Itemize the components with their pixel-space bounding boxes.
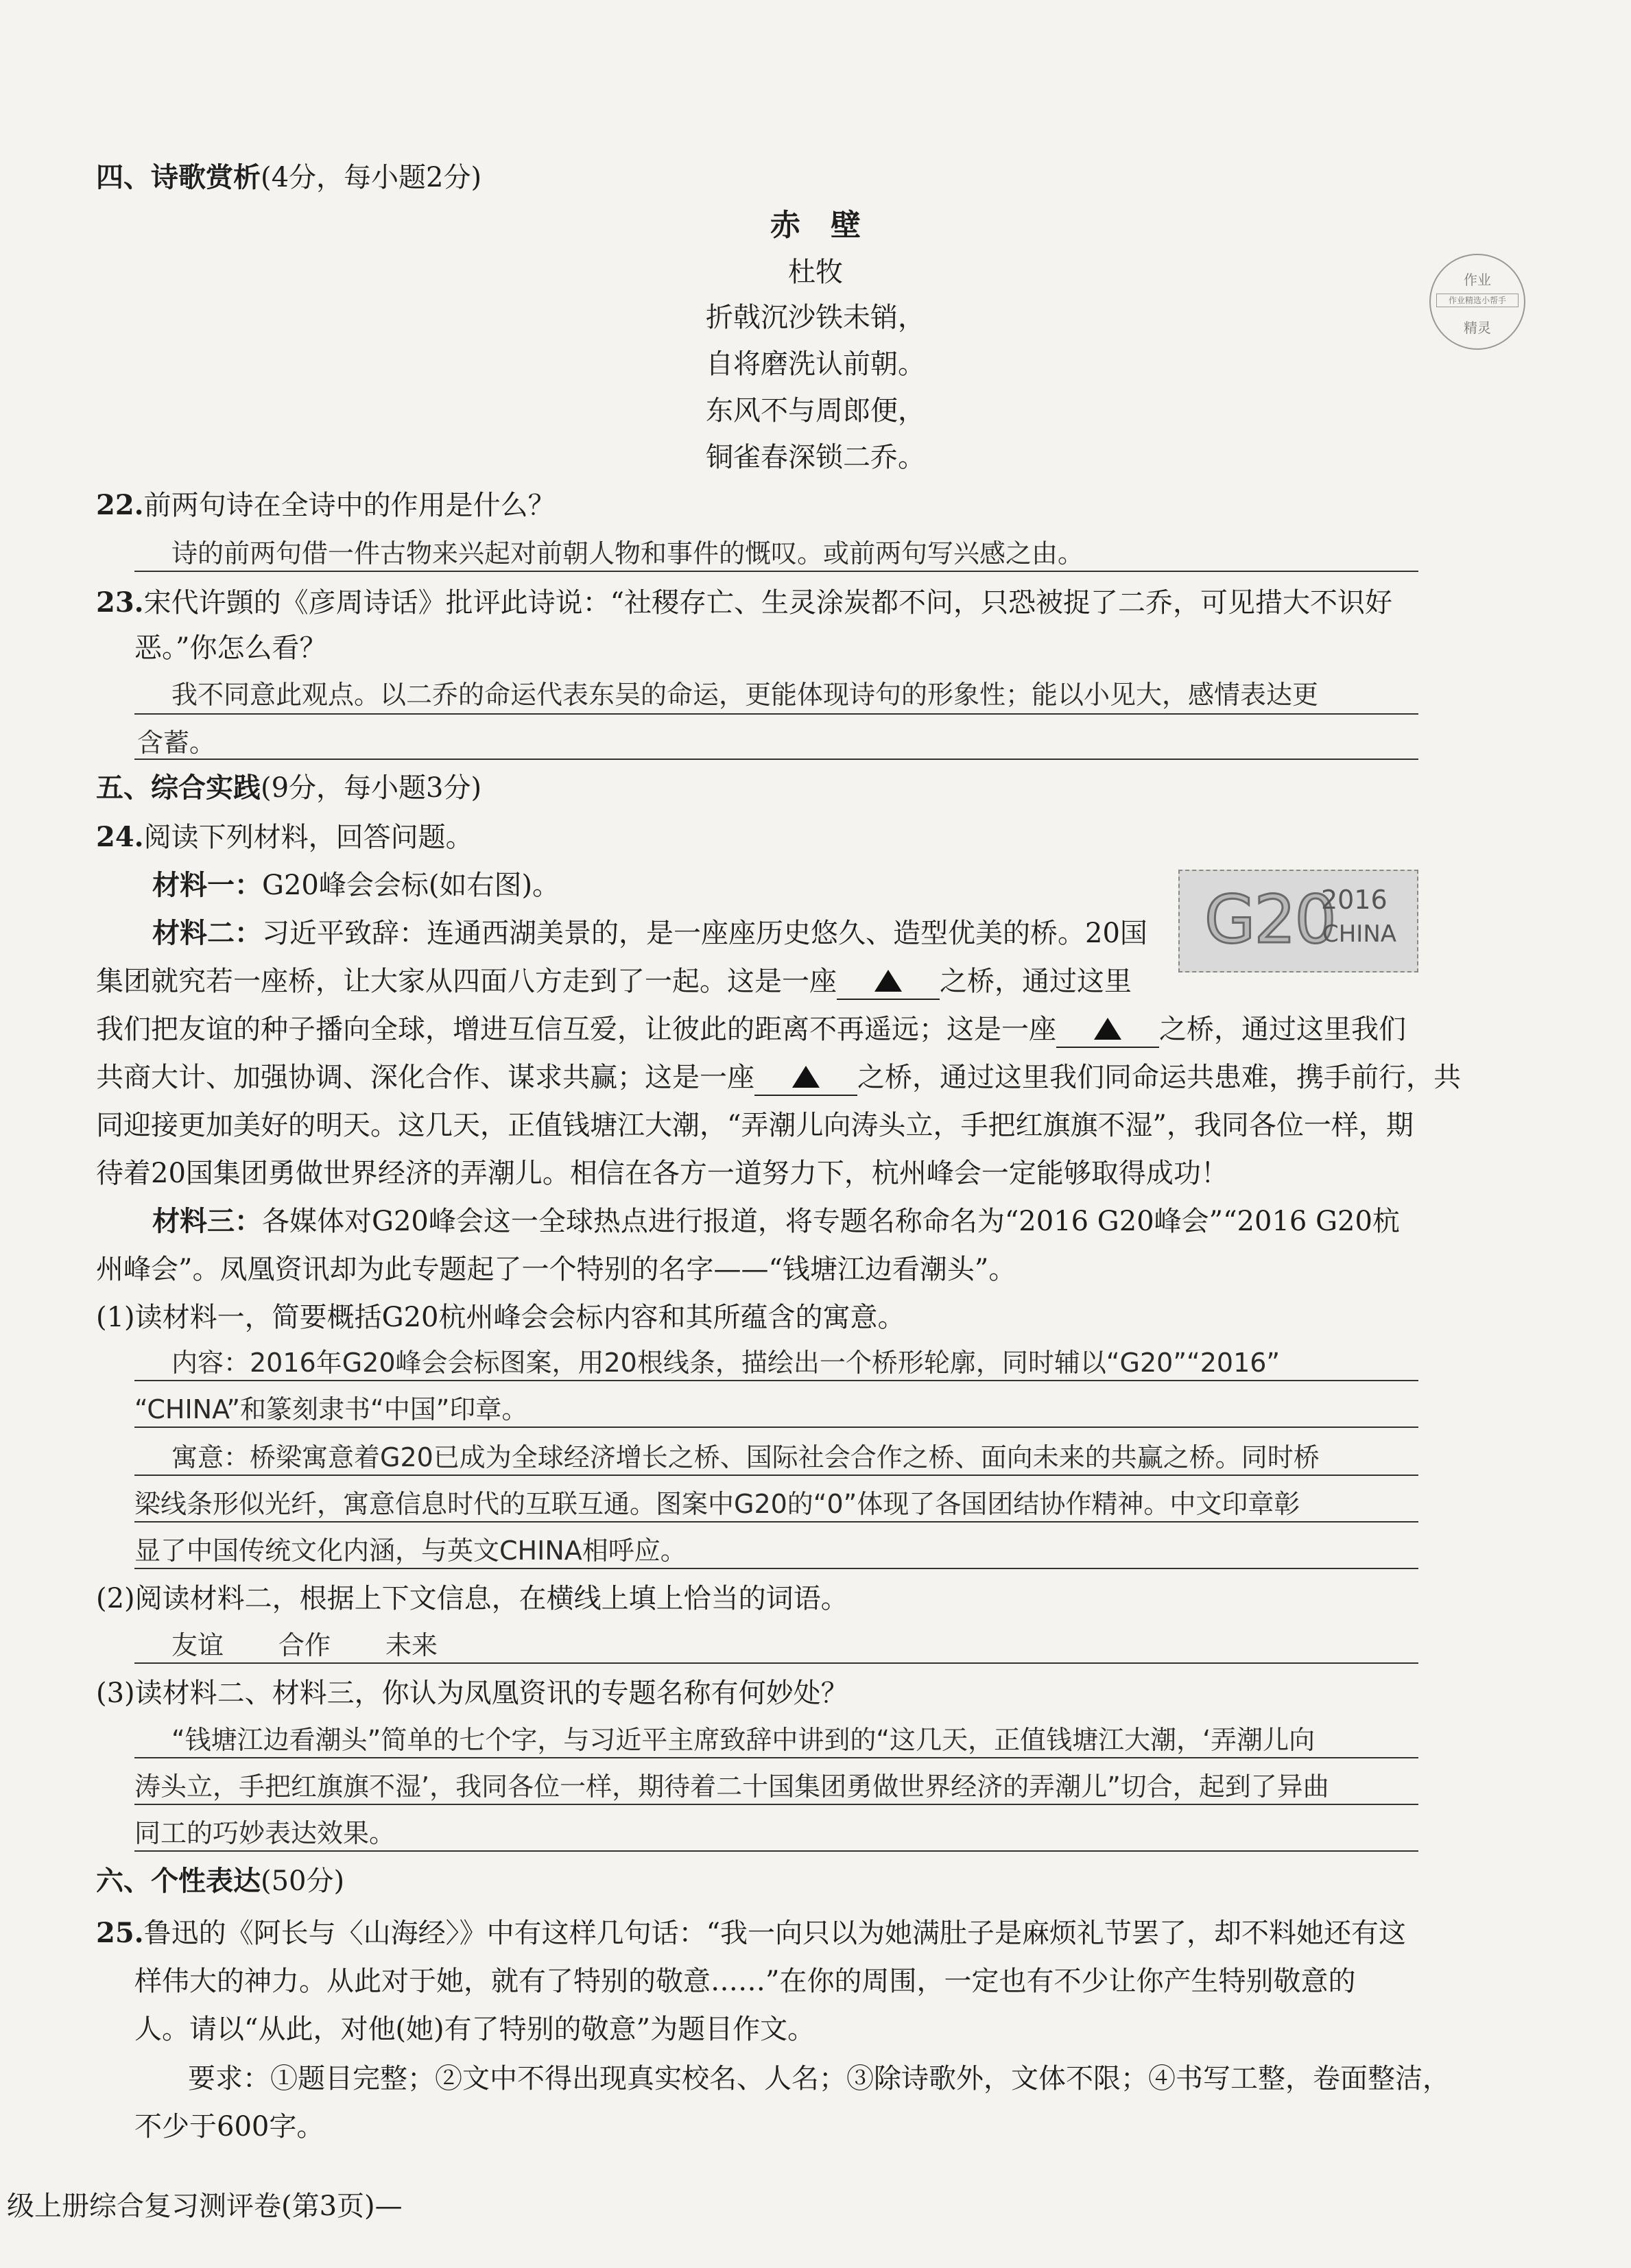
answer-line: 诗的前两句借一件古物来兴起对前朝人物和事件的慨叹。或前两句写兴感之由。 bbox=[171, 538, 1084, 569]
logo-country-text: CHINA bbox=[1322, 920, 1397, 948]
section-6-title: 六、个性表达 bbox=[96, 1865, 261, 1897]
poem-title: 赤 壁 bbox=[770, 208, 861, 243]
answer-word: 友谊 bbox=[171, 1630, 224, 1660]
question-text: 恶。”你怎么看？ bbox=[134, 632, 327, 664]
section-4-score: (4分，每小题2分) bbox=[261, 162, 482, 193]
stamp-top-text: 作业 bbox=[1464, 272, 1491, 288]
answer-line: 含蓄。 bbox=[137, 728, 216, 758]
answer-line: 内容：2016年G20峰会会标图案，用20根线条，描绘出一个桥形轮廓，同时辅以“G20”“2016” bbox=[171, 1348, 1281, 1378]
answer-rule bbox=[134, 571, 1418, 572]
material-text: 之桥，通过这里我们 bbox=[1159, 1014, 1406, 1045]
answer-rule bbox=[134, 1850, 1418, 1852]
question-text: 阅读下列材料，回答问题。 bbox=[143, 822, 473, 853]
question-number: 23. bbox=[96, 586, 144, 619]
question-25 bbox=[96, 1916, 1406, 1950]
material-text: 之桥，通过这里我们同命运共患难，携手前行，共 bbox=[857, 1062, 1461, 1093]
material-2-line bbox=[152, 916, 1147, 951]
poem-line: 东风不与周郎便， bbox=[706, 395, 925, 427]
material-text: G20峰会会标(如右图)。 bbox=[262, 870, 560, 901]
answer-line: 寓意：桥梁寓意着G20已成为全球经济增长之桥、国际社会合作之桥、面向未来的共赢之桥。同时桥 bbox=[171, 1442, 1320, 1472]
material-text: 习近平致辞：连通西湖美景的，是一座座历史悠久、造型优美的桥。20国 bbox=[262, 918, 1147, 949]
answer-line: “钱塘江边看潮头”简单的七个字，与习近平主席致辞中讲到的“这几天，正值钱塘江大潮，‘弄潮儿向 bbox=[171, 1725, 1315, 1755]
answer-rule bbox=[134, 1521, 1418, 1523]
material-2-line: 待着20国集团勇做世界经济的弄潮儿。相信在各方一道努力下，杭州峰会一定能够取得成功！ bbox=[96, 1158, 1228, 1189]
section-5-heading bbox=[96, 771, 481, 805]
answer-rule bbox=[134, 713, 1418, 715]
question-23 bbox=[96, 586, 1392, 620]
triangle-icon bbox=[874, 970, 902, 992]
material-label: 材料一： bbox=[152, 869, 262, 901]
requirements-text: 不少于600字。 bbox=[134, 2111, 324, 2142]
material-2-line bbox=[96, 964, 1132, 1000]
answer-rule bbox=[134, 759, 1418, 760]
subquestion-3: (3)读材料二、材料三，你认为凤凰资讯的专题名称有何妙处？ bbox=[96, 1678, 848, 1709]
section-5-score: (9分，每小题3分) bbox=[261, 772, 482, 804]
subquestion-2: (2)阅读材料二，根据上下文信息，在横线上填上恰当的词语。 bbox=[96, 1583, 848, 1614]
material-text: 之桥，通过这里 bbox=[940, 966, 1132, 997]
answer-rule bbox=[134, 1427, 1418, 1428]
question-24 bbox=[96, 820, 473, 855]
material-1 bbox=[152, 868, 560, 903]
stamp-bottom-text: 精灵 bbox=[1464, 320, 1491, 336]
question-number: 25. bbox=[96, 1917, 144, 1949]
answer-line: 梁线条形似光纤，寓意信息时代的互联互通。图案中G20的“0”体现了各国团结协作精神。中文印章彰 bbox=[134, 1489, 1300, 1519]
answer-line: 显了中国传统文化内涵，与英文CHINA相呼应。 bbox=[134, 1536, 687, 1566]
triangle-icon bbox=[792, 1066, 820, 1088]
material-text: 共商大计、加强协调、深化合作、谋求共赢；这是一座 bbox=[96, 1062, 754, 1093]
answer-word: 合作 bbox=[278, 1630, 331, 1660]
section-4-heading bbox=[96, 160, 481, 195]
answer-rule bbox=[134, 1380, 1418, 1381]
material-text: 我们把友谊的种子播向全球，增进互信互爱，让彼此的距离不再遥远；这是一座 bbox=[96, 1014, 1056, 1045]
triangle-icon bbox=[1094, 1018, 1121, 1040]
material-2-line bbox=[96, 1060, 1461, 1096]
answer-word: 未来 bbox=[385, 1630, 438, 1660]
page-footer: 级上册综合复习测评卷(第3页)— bbox=[7, 2191, 403, 2222]
answer-line: “CHINA”和篆刻隶书“中国”印章。 bbox=[134, 1394, 528, 1424]
section-4-title: 四、诗歌赏析 bbox=[96, 161, 261, 193]
poem-line: 自将磨洗认前朝。 bbox=[706, 348, 925, 380]
subquestion-1: (1)读材料一，简要概括G20杭州峰会会标内容和其所蕴含的寓意。 bbox=[96, 1302, 905, 1333]
answer-rule bbox=[134, 1568, 1418, 1569]
material-text: 各媒体对G20峰会这一全球热点进行报道，将专题名称命名为“2016 G20峰会”“2016 G20杭 bbox=[262, 1206, 1400, 1237]
section-5-title: 五、综合实践 bbox=[96, 772, 261, 804]
requirements-text: 要求：①题目完整；②文中不得出现真实校名、人名；③除诗歌外，文体不限；④书写工整，卷面整洁， bbox=[188, 2063, 1450, 2094]
fill-blank-3[interactable] bbox=[754, 1060, 857, 1096]
material-label: 材料三： bbox=[152, 1205, 262, 1237]
question-text: 样伟大的神力。从此对于她，就有了特别的敬意……”在你的周围，一定也有不少让你产生特别敬意的 bbox=[134, 1966, 1356, 1997]
material-text: 集团就究若一座桥，让大家从四面八方走到了一起。这是一座 bbox=[96, 966, 837, 997]
poem-line: 折戟沉沙铁未销， bbox=[706, 302, 925, 333]
stamp-middle-text: 作业精选小帮手 bbox=[1436, 294, 1519, 307]
poem-author: 杜牧 bbox=[788, 256, 843, 288]
answer-line: 同工的巧妙表达效果。 bbox=[134, 1818, 396, 1848]
fill-blank-2[interactable] bbox=[1056, 1012, 1159, 1048]
material-2-line: 同迎接更加美好的明天。这几天，正值钱塘江大潮，“弄潮儿向涛头立，手把红旗旗不湿”，我同各位一样，期 bbox=[96, 1110, 1414, 1141]
material-3-line bbox=[152, 1204, 1400, 1239]
material-2-line bbox=[96, 1012, 1406, 1048]
question-text: 人。请以“从此，对他(她)有了特别的敬意”为题目作文。 bbox=[134, 2014, 816, 2045]
answer-rule bbox=[134, 1757, 1418, 1758]
material-label: 材料二： bbox=[152, 917, 262, 949]
section-6-heading bbox=[96, 1864, 344, 1898]
logo-year-text: 2016 bbox=[1321, 885, 1388, 915]
question-text: 宋代许顗的《彦周诗话》批评此诗说：“社稷存亡、生灵涂炭都不问，只恐被捉了二乔，可见措大不识好 bbox=[143, 587, 1393, 619]
question-number: 22. bbox=[96, 489, 144, 521]
question-22 bbox=[96, 488, 556, 523]
section-6-score: (50分) bbox=[261, 1865, 345, 1897]
fill-blank-1[interactable] bbox=[837, 964, 940, 1000]
logo-g20-text: G20 bbox=[1204, 881, 1335, 958]
answer-line bbox=[171, 1628, 438, 1662]
answer-line: 我不同意此观点。以二乔的命运代表东吴的命运，更能体现诗句的形象性；能以小见大，感情表达更 bbox=[171, 680, 1319, 710]
poem-line: 铜雀春深锁二乔。 bbox=[706, 442, 925, 473]
question-text: 鲁迅的《阿长与〈山海经〉》中有这样几句话：“我一向只以为她满肚子是麻烦礼节罢了，却不料她还有这 bbox=[143, 1918, 1407, 1949]
answer-rule bbox=[134, 1475, 1418, 1476]
answer-line: 涛头立，手把红旗旗不湿’，我同各位一样，期待着二十国集团勇做世界经济的弄潮儿”切合，起到了异曲 bbox=[134, 1771, 1329, 1802]
g20-logo-image bbox=[1178, 870, 1418, 972]
material-3-line: 州峰会”。凤凰资讯却为此专题起了一个特别的名字——“钱塘江边看潮头”。 bbox=[96, 1254, 1016, 1285]
answer-rule bbox=[134, 1804, 1418, 1805]
answer-rule bbox=[134, 1662, 1418, 1664]
question-text: 前两句诗在全诗中的作用是什么？ bbox=[143, 490, 556, 521]
question-number: 24. bbox=[96, 821, 144, 853]
